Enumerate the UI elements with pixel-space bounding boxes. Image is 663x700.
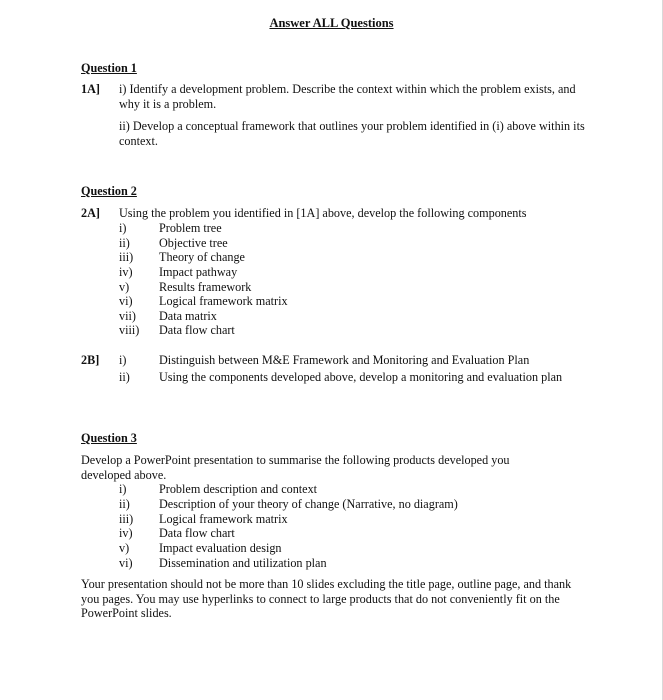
list-item-text: Data flow chart	[159, 526, 235, 540]
list-item-text: Distinguish between M&E Framework and Monitoring and Evaluation Plan	[159, 353, 530, 367]
question-3-heading: Question 3	[81, 431, 137, 445]
list-item-text: Problem tree	[159, 221, 222, 235]
list-item	[119, 482, 539, 497]
list-item-text: Dissemination and utilization plan	[159, 556, 327, 570]
question-1-heading: Question 1	[81, 61, 137, 75]
list-item-number: iii)	[119, 250, 134, 264]
list-item-number: i)	[119, 353, 127, 367]
list-item	[119, 512, 539, 527]
list-item-number: viii)	[119, 323, 140, 337]
question-2a-intro: Using the problem you identified in [1A] above, develop the following components	[119, 206, 527, 220]
list-item	[119, 280, 519, 295]
list-item	[119, 294, 519, 309]
list-item	[119, 556, 539, 571]
list-item-number: vi)	[119, 556, 133, 570]
list-item-text: Data matrix	[159, 309, 217, 323]
question-1a-part-i: i) Identify a development problem. Describe the context within which the problem exists, and why it is a problem.	[119, 82, 576, 111]
list-item-number: v)	[119, 541, 130, 555]
list-item-number: v)	[119, 280, 130, 294]
list-item-number: iii)	[119, 512, 134, 526]
list-item-number: iv)	[119, 526, 133, 540]
list-item	[119, 250, 519, 265]
list-item	[119, 353, 589, 368]
list-item-text: Impact pathway	[159, 265, 238, 279]
list-item-number: ii)	[119, 497, 130, 511]
list-item-text: Problem description and context	[159, 482, 318, 496]
list-item-text: Using the components developed above, develop a monitoring and evaluation plan	[159, 370, 563, 384]
list-item	[119, 309, 519, 324]
list-item	[119, 526, 539, 541]
question-2-heading: Question 2	[81, 184, 137, 198]
list-item	[119, 221, 519, 236]
list-item	[119, 370, 589, 385]
list-item-number: i)	[119, 482, 127, 496]
list-item-number: ii)	[119, 370, 130, 384]
list-item-text: Results framework	[159, 280, 252, 294]
list-item	[119, 265, 519, 280]
list-item-text: Objective tree	[159, 236, 228, 250]
list-item-number: vii)	[119, 309, 136, 323]
list-item	[119, 236, 519, 251]
list-item-number: vi)	[119, 294, 133, 308]
list-item	[119, 497, 539, 512]
question-3-intro: Develop a PowerPoint presentation to summarise the following products developed you developed above.	[81, 453, 510, 482]
list-item-number: iv)	[119, 265, 133, 279]
list-item-text: Impact evaluation design	[159, 541, 282, 555]
question-2b-tag: 2B]	[81, 353, 100, 367]
list-item	[119, 323, 519, 338]
list-item-number: ii)	[119, 236, 130, 250]
list-item-text: Theory of change	[159, 250, 245, 264]
list-item-number: i)	[119, 221, 127, 235]
question-3-note: Your presentation should not be more than 10 slides excluding the title page, outline page, and thank you pages. You may use hyperlinks to connect to large products that do not conveniently fit on the PowerPoint slides.	[81, 577, 572, 620]
page-title: Answer ALL Questions	[269, 16, 394, 30]
list-item-text: Logical framework matrix	[159, 512, 288, 526]
list-item	[119, 541, 539, 556]
list-item-text: Description of your theory of change (Narrative, no diagram)	[159, 497, 458, 511]
list-item-text: Logical framework matrix	[159, 294, 288, 308]
question-2a-tag: 2A]	[81, 206, 100, 220]
question-1a-tag: 1A]	[81, 82, 100, 96]
list-item-text: Data flow chart	[159, 323, 235, 337]
question-1a-part-ii: ii) Develop a conceptual framework that outlines your problem identified in (i) above within its context.	[119, 119, 585, 148]
